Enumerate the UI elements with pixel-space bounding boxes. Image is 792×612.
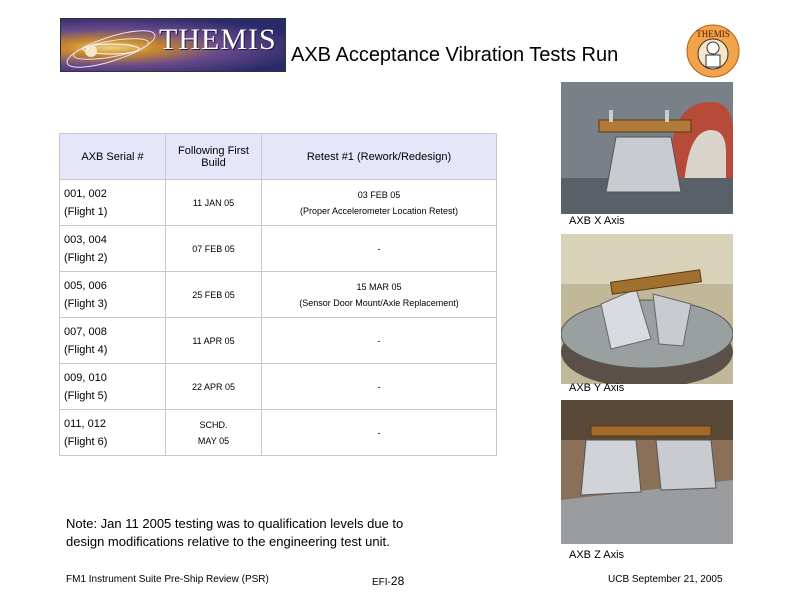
retest-cell <box>262 410 497 456</box>
serial-cell <box>60 180 166 226</box>
serial-cell <box>60 318 166 364</box>
serial-cell <box>60 364 166 410</box>
header-serial: AXB Serial # <box>60 134 166 180</box>
table-row <box>60 272 497 318</box>
serial-number: 003, 004 <box>64 233 107 246</box>
first-build-cell <box>166 318 262 364</box>
serial-number: 005, 006 <box>64 279 107 292</box>
flight-label: (Flight 6) <box>64 435 108 448</box>
first-build-month: MAY 05 <box>197 435 230 446</box>
first-build-date: 11 JAN 05 <box>192 197 235 208</box>
retest-note: (Sensor Door Mount/Axle Replacement) <box>299 297 459 308</box>
page-title: AXB Acceptance Vibration Tests Run <box>291 44 619 66</box>
qualification-note <box>66 515 403 551</box>
serial-number: 009, 010 <box>64 371 107 384</box>
first-build-cell <box>166 180 262 226</box>
photo-y-axis <box>561 234 733 384</box>
footer-center <box>372 574 404 588</box>
table-row <box>60 180 497 226</box>
header-retest: Retest #1 (Rework/Redesign) <box>262 134 497 180</box>
note-line-1: Note: Jan 11 2005 testing was to qualification levels due to <box>66 516 404 531</box>
first-build-cell <box>166 364 262 410</box>
note-line-2: design modifications relative to the engineering test unit. <box>66 534 390 549</box>
y-axis-caption: AXB Y Axis <box>569 382 625 394</box>
footer-left: FM1 Instrument Suite Pre-Ship Review (PSR) <box>66 574 269 585</box>
flight-label: (Flight 2) <box>64 251 108 264</box>
first-build-date: 25 FEB 05 <box>192 289 235 300</box>
serial-cell <box>60 272 166 318</box>
x-axis-caption: AXB X Axis <box>569 215 625 227</box>
table-row <box>60 410 497 456</box>
retest-date: - <box>377 243 381 254</box>
first-build-date: 07 FEB 05 <box>192 243 235 254</box>
themis-mascot-icon <box>686 24 740 78</box>
footer-prefix: EFI- <box>372 577 391 588</box>
retest-cell <box>262 318 497 364</box>
first-build-cell <box>166 410 262 456</box>
retest-date: - <box>377 335 381 346</box>
first-build-date: 22 APR 05 <box>191 381 236 392</box>
photo-x-axis <box>561 82 733 214</box>
retest-cell <box>262 180 497 226</box>
logo-text: THEMIS <box>159 23 277 56</box>
retest-cell <box>262 272 497 318</box>
table-row <box>60 318 497 364</box>
first-build-date: 11 APR 05 <box>192 335 235 346</box>
mascot-label: THEMIS <box>696 29 730 39</box>
retest-cell <box>262 226 497 272</box>
flight-label: (Flight 1) <box>64 205 108 218</box>
header-first-build: Following First Build <box>166 134 262 180</box>
flight-label: (Flight 3) <box>64 297 108 310</box>
serial-number: 007, 008 <box>64 325 107 338</box>
table-header-row <box>60 134 497 180</box>
page-number: 28 <box>390 574 405 588</box>
vibration-tests-table <box>59 133 497 456</box>
flight-label: (Flight 4) <box>64 343 108 356</box>
serial-cell <box>60 410 166 456</box>
themis-logo <box>60 18 286 72</box>
serial-number: 001, 002 <box>64 187 107 200</box>
serial-cell <box>60 226 166 272</box>
retest-note: (Proper Accelerometer Location Retest) <box>299 205 459 216</box>
table-row <box>60 226 497 272</box>
first-build-cell <box>166 226 262 272</box>
retest-date: - <box>377 381 381 392</box>
photo-z-axis <box>561 400 733 544</box>
table-row <box>60 364 497 410</box>
first-build-date: SCHD. <box>199 419 228 430</box>
footer-right: UCB September 21, 2005 <box>608 574 723 585</box>
first-build-cell <box>166 272 262 318</box>
retest-date: 15 MAR 05 <box>356 281 402 292</box>
retest-date: 03 FEB 05 <box>357 189 401 200</box>
retest-cell <box>262 364 497 410</box>
serial-number: 011, 012 <box>64 417 107 430</box>
flight-label: (Flight 5) <box>64 389 108 402</box>
retest-date: - <box>377 427 381 438</box>
z-axis-caption: AXB Z Axis <box>569 549 625 561</box>
